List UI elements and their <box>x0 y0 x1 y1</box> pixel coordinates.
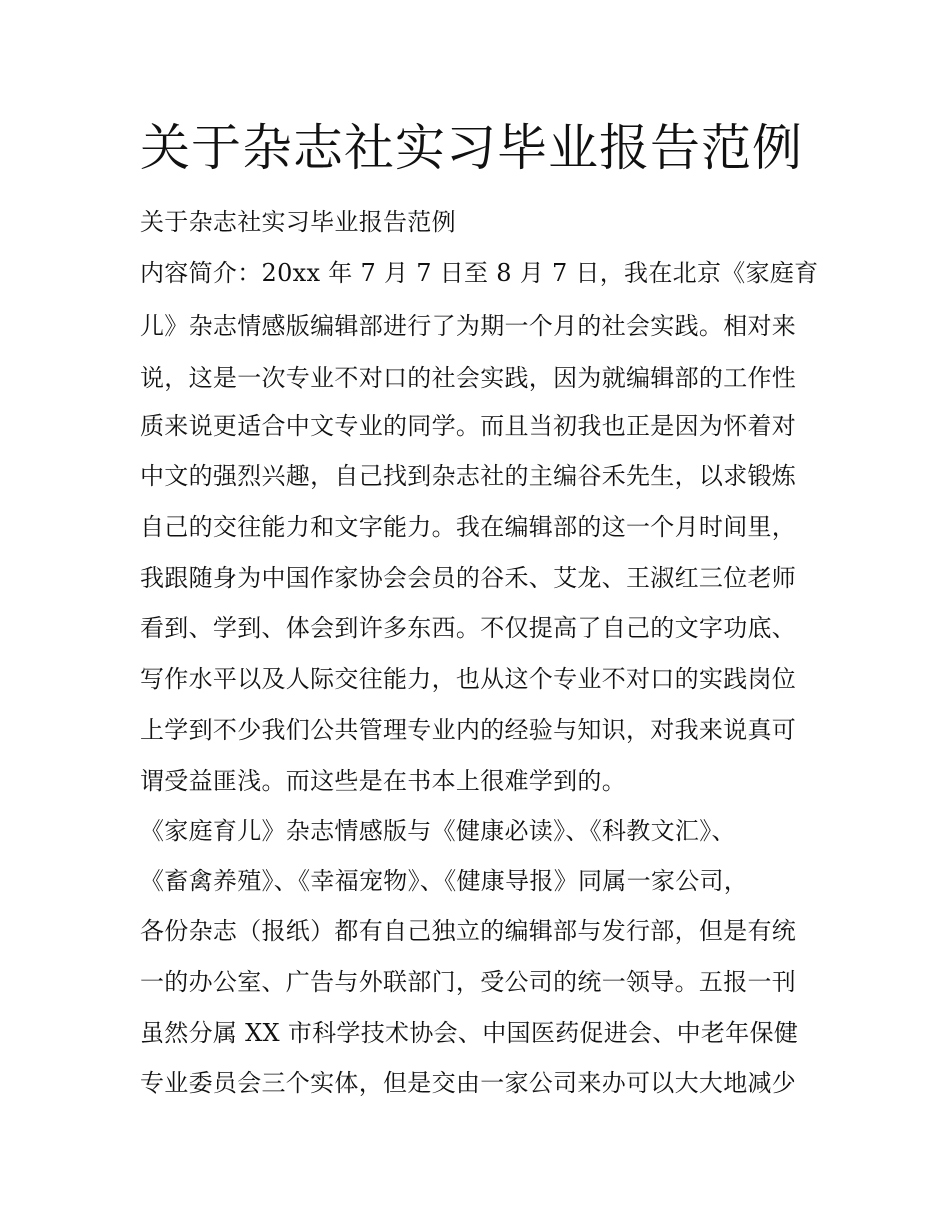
body-line: 上学到不少我们公共管理专业内的经验与知识，对我来说真可 <box>140 716 797 744</box>
body-line: 内容简介：20xx 年 7 月 7 日至 8 月 7 日，我在北京《家庭育 <box>140 259 819 287</box>
body-line: 《畜禽养殖》、《幸福宠物》、《健康导报》同属一家公司， <box>140 867 749 895</box>
body-line: 中文的强烈兴趣，自己找到杂志社的主编谷禾先生，以求锻炼 <box>140 462 797 490</box>
body-line: 质来说更适合中文专业的同学。而且当初我也正是因为怀着对 <box>140 412 797 440</box>
body-line: 自己的交往能力和文字能力。我在编辑部的这一个月时间里， <box>140 513 797 541</box>
body-line: 看到、学到、体会到许多东西。不仅提高了自己的文字功底、 <box>140 614 797 642</box>
body-line: 一的办公室、广告与外联部门，受公司的统一领导。五报一刊 <box>140 968 797 996</box>
body-line: 儿》杂志情感版编辑部进行了为期一个月的社会实践。相对来 <box>140 312 797 340</box>
body-line: 《家庭育儿》杂志情感版与《健康必读》、《科教文汇》、 <box>140 817 736 845</box>
body-line: 各份杂志（报纸）都有自己独立的编辑部与发行部，但是有统 <box>140 917 797 945</box>
body-line: 专业委员会三个实体，但是交由一家公司来办可以大大地减少 <box>140 1069 797 1097</box>
subtitle-line: 关于杂志社实习毕业报告范例 <box>140 208 456 236</box>
body-line: 说，这是一次专业不对口的社会实践，因为就编辑部的工作性 <box>140 364 797 392</box>
body-line: 写作水平以及人际交往能力，也从这个专业不对口的实践岗位 <box>140 665 797 693</box>
body-line: 虽然分属 XX 市科学技术协会、中国医药促进会、中老年保健 <box>140 1019 799 1047</box>
body-line: 谓受益匪浅。而这些是在书本上很难学到的。 <box>140 767 626 795</box>
document-title: 关于杂志社实习毕业报告范例 <box>140 119 803 177</box>
body-line: 我跟随身为中国作家协会会员的谷禾、艾龙、王淑红三位老师 <box>140 564 797 592</box>
